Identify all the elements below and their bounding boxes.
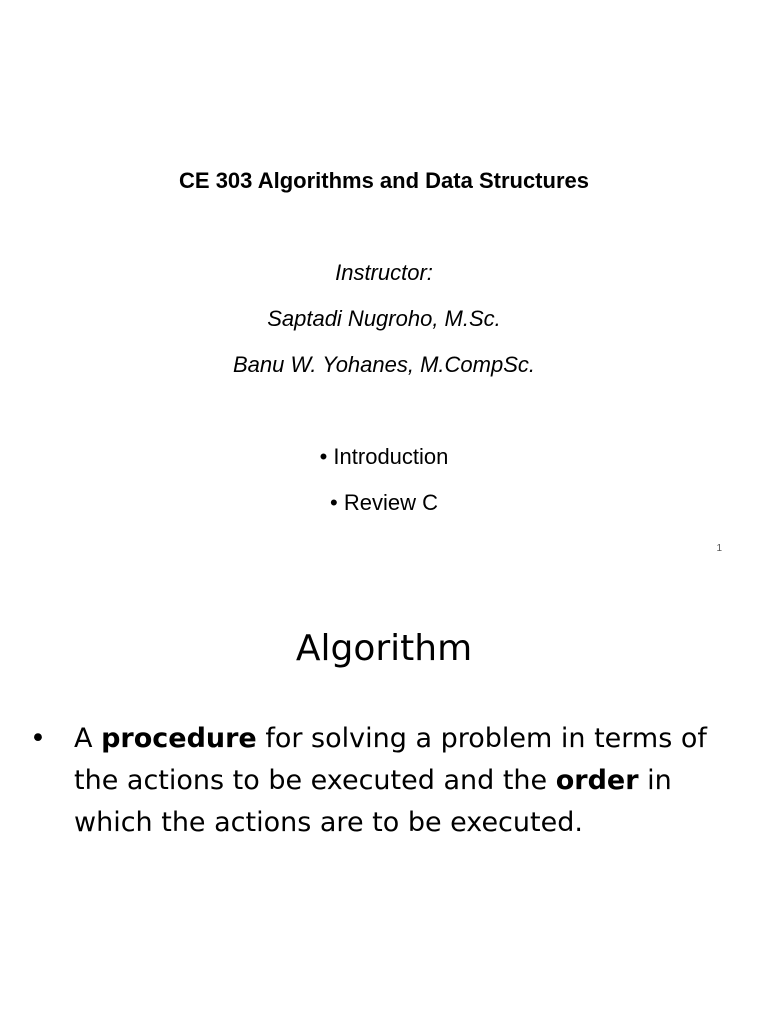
bullet-icon: • <box>30 723 46 754</box>
topic-item: • Review C <box>330 490 438 515</box>
bullet-text <box>74 718 730 844</box>
bold-term-procedure: procedure <box>101 723 257 754</box>
slide-2 <box>0 576 768 1024</box>
instructor-name: Banu W. Yohanes, M.CompSc. <box>232 352 536 377</box>
instructor-label: Instructor: <box>335 260 433 285</box>
bullet-item <box>30 718 730 844</box>
bullet-text-segment: A <box>74 723 102 754</box>
bullet-text-segment: for solving a problem in terms of the actions to be executed and the <box>74 723 707 796</box>
instructor-name: Saptadi Nugroho, M.Sc. <box>267 306 501 331</box>
slide-title: CE 303 Algorithms and Data Structures <box>179 168 589 193</box>
bullet-text-segment: in which the actions are to be executed. <box>74 765 672 838</box>
page-number: 1 <box>716 543 722 554</box>
topic-item: • Introduction <box>319 444 449 469</box>
bold-term-order: order <box>555 765 639 796</box>
slide-title: Algorithm <box>295 628 473 669</box>
